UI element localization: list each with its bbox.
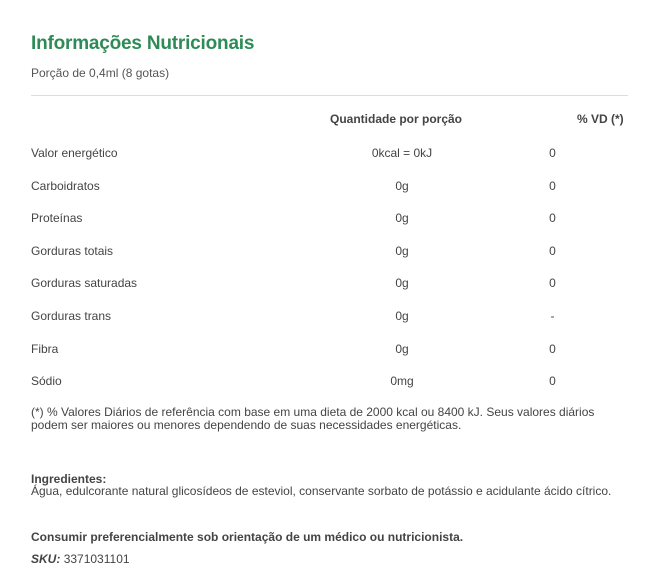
page-title: Informações Nutricionais: [31, 33, 255, 54]
vd-footnote: (*) % Valores Diários de referência com base em uma dieta de 2000 kcal ou 8400 kJ. Seus valores diários podem ser maiores ou menores dependendo de suas necessidades energéticas.: [31, 405, 595, 432]
nutrition-row: [0, 146, 650, 166]
ingredients-text: Água, edulcorante natural glicosídeos de esteviol, conservante sorbato de potássio e acidulante ácido cítrico.: [31, 484, 612, 498]
ingredients-label: Ingredientes:: [31, 472, 107, 486]
nutrition-row: [0, 374, 650, 394]
nutrition-row: [0, 179, 650, 199]
nutrient-vd: 0: [549, 342, 556, 356]
nutrient-name: Carboidratos: [31, 179, 100, 193]
nutrient-vd: 0: [549, 244, 556, 258]
nutrient-vd: 0: [549, 374, 556, 388]
nutrient-vd: 0: [549, 276, 556, 290]
nutrient-vd: -: [550, 309, 555, 323]
nutrient-quantity: 0g: [395, 211, 409, 225]
sku-value: 3371031101: [63, 552, 130, 566]
nutrient-vd: 0: [549, 146, 556, 160]
nutrient-name: Gorduras totais: [31, 244, 114, 258]
portion-size: Porção de 0,4ml (8 gotas): [31, 66, 170, 80]
nutrient-quantity: 0g: [395, 342, 409, 356]
nutrient-quantity: 0g: [395, 179, 409, 193]
nutrient-name: Gorduras saturadas: [31, 276, 138, 290]
nutrient-quantity: 0mg: [390, 374, 414, 388]
sku-label: SKU:: [31, 552, 61, 566]
nutrient-quantity: 0g: [395, 244, 409, 258]
column-header-vd: % VD (*): [577, 112, 624, 126]
nutrient-quantity: 0g: [395, 309, 409, 323]
divider: [31, 95, 628, 96]
nutrient-name: Fibra: [31, 342, 59, 356]
column-header-quantity: Quantidade por porção: [330, 112, 463, 126]
nutrient-quantity: 0kcal = 0kJ: [371, 146, 433, 160]
nutrient-quantity: 0g: [395, 276, 409, 290]
nutrient-name: Valor energético: [31, 146, 118, 160]
sku-line: [31, 552, 130, 566]
nutrient-name: Proteínas: [31, 211, 83, 225]
nutrient-name: Sódio: [31, 374, 62, 388]
nutrient-vd: 0: [549, 179, 556, 193]
nutrition-row: [0, 342, 650, 362]
nutrition-row: [0, 276, 650, 296]
nutrition-row: [0, 211, 650, 231]
nutrition-row: [0, 309, 650, 329]
nutrient-vd: 0: [549, 211, 556, 225]
consumption-note: Consumir preferencialmente sob orientação de um médico ou nutricionista.: [31, 530, 464, 544]
nutrition-row: [0, 244, 650, 264]
nutrient-name: Gorduras trans: [31, 309, 112, 323]
